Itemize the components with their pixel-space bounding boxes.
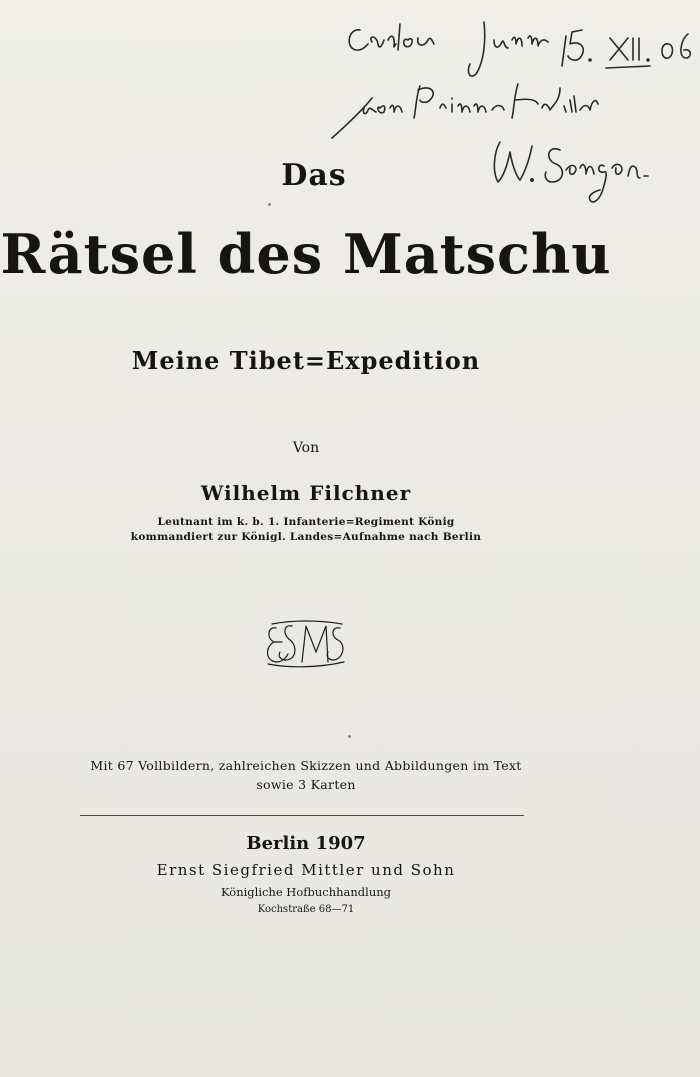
author-rank-line-1: Leutnant im k. b. 1. Infanterie=Regiment König	[157, 516, 455, 528]
author-name: Wilhelm Filchner	[200, 481, 412, 505]
main-title: Rätsel des Matschu	[0, 222, 612, 286]
imprint-publisher: Ernst Siegfried Mittler und Sohn	[156, 861, 456, 879]
imprint-publisher-subtitle: Königliche Hofbuchhandlung	[220, 885, 392, 899]
ink-speck-2	[348, 735, 351, 738]
ink-speck	[268, 203, 271, 206]
illustrations-line-2: sowie 3 Karten	[256, 777, 356, 792]
byline-von: Von	[292, 440, 320, 456]
publisher-monogram	[262, 618, 348, 670]
imprint-address: Kochstraße 68—71	[257, 904, 355, 915]
imprint-city-year: Berlin 1907	[246, 833, 366, 854]
title-article: Das	[281, 158, 347, 193]
subtitle: Meine Tibet=Expedition	[131, 346, 481, 375]
author-rank-line-2: kommandiert zur Königl. Landes=Aufnahme nach Berlin	[130, 531, 482, 543]
imprint-divider	[80, 815, 524, 816]
illustrations-line-1: Mit 67 Vollbildern, zahlreichen Skizzen und Abbildungen im Text	[90, 758, 522, 773]
